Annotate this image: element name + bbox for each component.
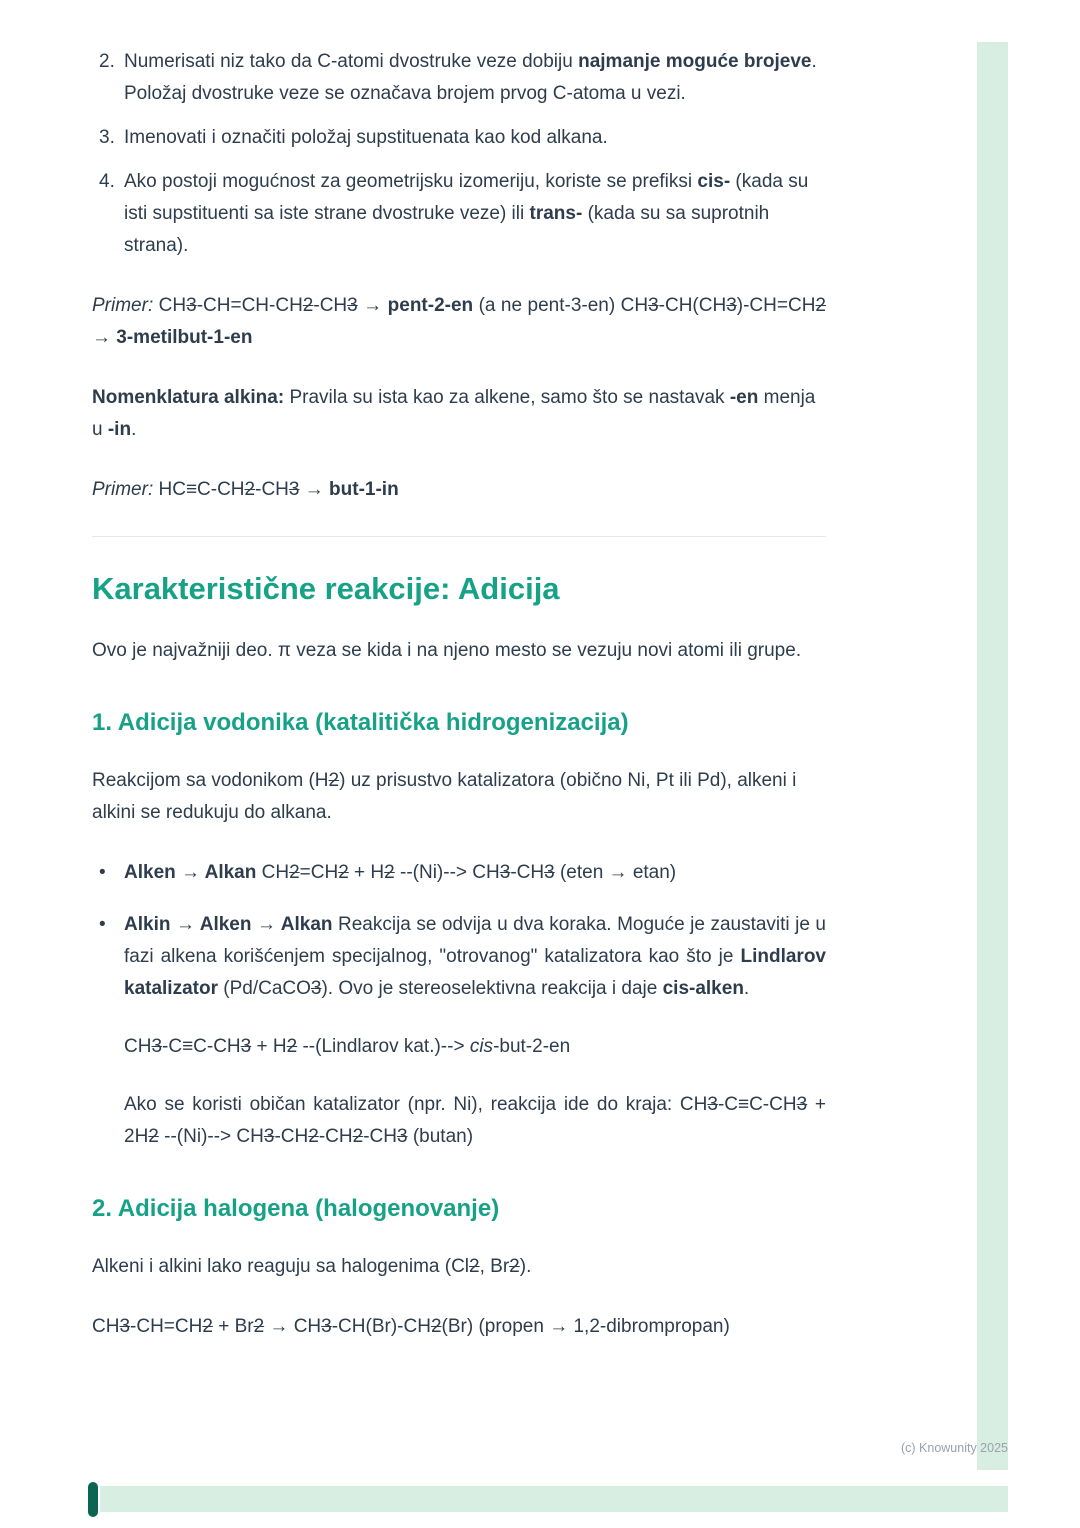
list-item [92,909,826,1153]
alkyne-example-paragraph: Primer: HC≡C-CH2-CH3 → but-1-in [92,479,399,500]
document-content [92,46,826,1371]
subsection-title-halogenation: 2. Adicija halogena (halogenovanje) [92,1195,500,1222]
nomenclature-rules-list [92,46,826,262]
bullet-icon: • [99,862,106,883]
list-item-text: Numerisati niz tako da C-atomi dvostruke veze dobiju najmanje moguće brojeve. Položaj dvostruke veze se označava brojem prvog C-atoma u vezi. [124,51,817,104]
copyright-credit: (c) Knowunity 2025 [900,1441,1008,1455]
list-item [92,122,826,154]
list-item [92,857,826,889]
subsection-title-hydrogenation: 1. Adicija vodonika (katalitička hidrogenizacija) [92,709,629,736]
list-item-number: 2. [99,51,115,72]
addition-intro-paragraph: Ovo je najvažniji deo. π veza se kida i na njeno mesto se vezuju novi atomi ili grupe. [92,640,802,661]
list-item [92,166,826,262]
bullet-icon: • [99,914,106,935]
list-item-number: 3. [99,127,115,148]
hydrogenation-intro-paragraph: Reakcijom sa vodonikom (H2) uz prisustvo katalizatora (obično Ni, Pt ili Pd), alkeni i alkini se redukuju do alkana. [92,770,797,823]
list-item-text: Ako postoji mogućnost za geometrijsku izomeriju, koriste se prefiksi cis- (kada su isti supstituenti sa iste strane dvostruke veze) ili trans- (kada su sa suprotnih strana). [124,171,809,256]
list-item-text [124,909,826,1153]
list-item-text: Alken → Alkan CH2=CH2 + H2 --(Ni)--> CH3-CH3 (eten → etan) [124,862,677,883]
list-item-number: 4. [99,171,115,192]
hydrogenation-bullet-list [92,857,826,1153]
list-item [92,46,826,110]
right-decoration-bar [977,42,1008,1470]
alkene-example-paragraph: Primer: CH3-CH=CH-CH2-CH3 → pent-2-en (a ne pent-3-en) CH3-CH(CH3)-CH=CH2 → 3-metilbut-1-en [92,295,826,348]
alkyne-nomenclature-paragraph: Nomenklatura alkina: Pravila su ista kao za alkene, samo što se nastavak -en menja u -in. [92,387,816,440]
progress-bar-track[interactable] [100,1486,1008,1512]
halogenation-intro-paragraph: Alkeni i alkini lako reaguju sa halogenima (Cl2, Br2). [92,1256,532,1277]
lindlar-equation: CH3-C≡C-CH3 + H2 --(Lindlarov kat.)--> cis-but-2-en [124,1036,571,1057]
section-title-addition: Karakteristične reakcije: Adicija [92,571,560,606]
section-divider [92,536,826,537]
list-item-text: Imenovati i označiti položaj supstituenata kao kod alkana. [124,127,608,148]
lindlar-description: Alkin → Alken → Alkan Reakcija se odvija u dva koraka. Moguće je zaustaviti je u fazi alkena korišćenjem specijalnog, "otrovanog" katalizatora kao što je Lindlarov katalizator (Pd/CaCO3). Ovo je stereoselektivna reakcija i daje cis-alken. [124,914,826,999]
full-hydrogenation-paragraph: Ako se koristi običan katalizator (npr. Ni), reakcija ide do kraja: CH3-C≡C-CH3 + 2H2 --(Ni)--> CH3-CH2-CH2-CH3 (butan) [124,1094,826,1147]
halogenation-equation: CH3-CH=CH2 + Br2 → CH3-CH(Br)-CH2(Br) (propen → 1,2-dibrompropan) [92,1316,730,1337]
progress-handle[interactable] [88,1482,98,1517]
